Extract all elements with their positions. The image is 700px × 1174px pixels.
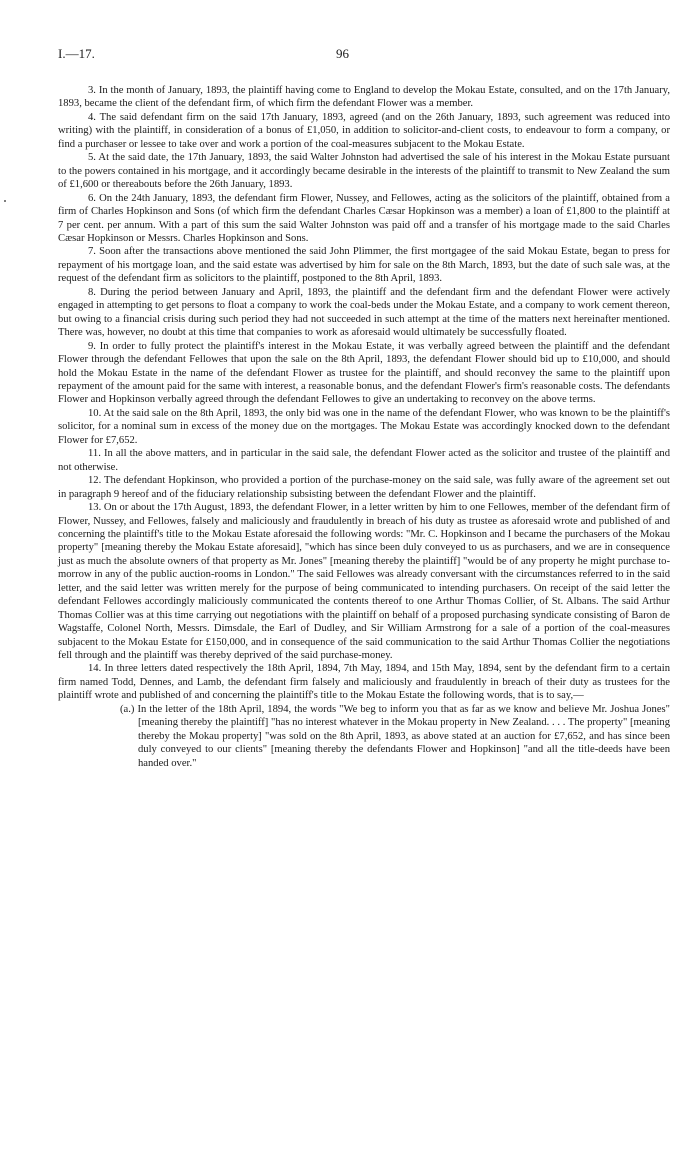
paragraph-9: 9. In order to fully protect the plaintiff's interest in the Mokau Estate, it was verbally agreed between the plaintiff and the defendant Flower through the defendant Fellowes that upon the sale on the 8th April, 1893, the defendant Flower should bid up to £10,000, and should hold the Mokau Estate in the name of the defendant Flower as trustee for the plaintiff, and should reconvey the same to the plaintiff upon repayment of the amount paid for the same with interest, a reasonable bonus, and the defendant Flower's firm's reasonable costs. The defendants Flower and Hopkinson verbally agreed through the defendant Fellowes to give an undertaking to reconvey on the above terms. bbox=[58, 340, 670, 406]
paragraph-11: 11. In all the above matters, and in particular in the said sale, the defendant Flower acted as the solicitor and trustee of the plaintiff and not otherwise. bbox=[58, 448, 670, 473]
paragraph-3: 3. In the month of January, 1893, the plaintiff having come to England to develop the Mokau Estate, consulted, and on the 17th January, 1893, became the client of the defendant firm, of which firm the defendant Flower was a member. bbox=[58, 85, 670, 110]
paragraph-10: 10. At the said sale on the 8th April, 1893, the only bid was one in the name of the defendant Flower, who was known to be the plaintiff's solicitor, for a nominal sum in excess of the money due on the mortgages. The Mokau Estate was accordingly knocked down to the defendant Flower for £7,652. bbox=[58, 407, 670, 446]
paragraph-4: 4. The said defendant firm on the said 17th January, 1893, agreed (and on the 26th January, 1893, such agreement was reduced into writing) with the plaintiff, in consideration of a bonus of £1,050, in addition to solicitor-and-client costs, to endeavour to form a company, or find a purchaser or lessee to take over and work a portion of the coal-measures subjacent to the Mokau Estate. bbox=[58, 111, 670, 150]
margin-mark bbox=[4, 200, 6, 202]
paragraph-6: 6. On the 24th January, 1893, the defendant firm Flower, Nussey, and Fellowes, acting as the solicitors of the plaintiff, obtained from a firm of Charles Hopkinson and Sons (of which firm the defendant Charles Cæsar Hopkinson was a member) a loan of £1,800 to the plaintiff at 7 per cent. per annum. With a part of this sum the said Walter Johnston was paid off and a transfer of his mortgage made to the said Charles Cæsar Hopkinson or Messrs. Charles Hopkinson and Sons. bbox=[58, 192, 670, 244]
subparagraph-a: (a.) In the letter of the 18th April, 1894, the words "We beg to inform you that as far as we know and believe Mr. Joshua Jones" [meaning thereby the plaintiff] "has no interest whatever in the Mokau property in New Zealand. . . . The property" [meaning thereby the Mokau property] "was sold on the 8th April, 1893, as above stated at an auction for £7,652, and has since been duly conveyed to our clients" [meaning thereby the defendants Flower and Hopkinson] "and all the title-deeds have been handed over." bbox=[120, 703, 670, 769]
page-number: 96 bbox=[336, 46, 349, 61]
paragraph-12: 12. The defendant Hopkinson, who provided a portion of the purchase-money on the said sale, was fully aware of the agreement set out in paragraph 9 hereof and of the fiduciary relationship subsisting between the defendant Flower and the plaintiff. bbox=[58, 475, 670, 500]
paragraph-8: 8. During the period between January and April, 1893, the plaintiff and the defendant firm and the defendant Flower were actively engaged in attempting to get persons to float a company to work the coal-beds under the Mokau Estate, and a company to work cement thereon, but owing to a financial crisis during such period they had not succeeded in such attempt at the time of the matters next hereinafter mentioned. There was, however, no doubt at this time that companies to work as aforesaid would ultimately be successfully floated. bbox=[58, 286, 670, 339]
document-reference: I.—17. bbox=[58, 46, 95, 61]
paragraph-5: 5. At the said date, the 17th January, 1893, the said Walter Johnston had advertised the sale of his interest in the Mokau Estate pursuant to the powers contained in his mortgage, and it accordingly became desirable in the interests of the plaintiff to transmit to New Zealand the sum of £1,600 or thereabouts before the 26th January, 1893. bbox=[58, 152, 670, 191]
document-body bbox=[58, 84, 670, 770]
page-header bbox=[58, 46, 670, 66]
paragraph-13: 13. On or about the 17th August, 1893, the defendant Flower, in a letter written by him to one Fellowes, member of the defendant firm of Flower, Nussey, and Fellowes, falsely and maliciously and fraudulently in breach of his duty as trustee as aforesaid wrote and published of and concerning the plaintiff's title to the Mokau Estate aforesaid the following words: "Mr. C. Hopkinson and I became the purchasers of the Mokau property" [meaning thereby the Mokau Estate aforesaid], "which has since been duly conveyed to us as purchasers, and we are in consequence just as much the absolute owners of that property as Mr. Jones" [meaning thereby the plaintiff] "would be of any property he might purchase to-morrow in any of the public auction-rooms in London." The said Fellowes was already conversant with the circumstances referred to in the said letter, and the said letter was written merely for the purpose of being communicated to intending purchasers. On receipt of the said letter the defendant Fellowes accordingly maliciously communicated the contents thereof to one Arthur Thomas Collier, of St. Albans. The said Arthur Thomas Collier was at this time carrying out negotiations with the plaintiff on behalf of a proposed purchasing syndicate consisting of Baron de Wagstaffe, Colonel North, Messrs. Dimsdale, the Earl of Dudley, and Sir William Armstrong for a sale of a portion of the coal-measures subjacent to the Mokau Estate for £150,000, and in consequence of the said communication to the said Arthur Thomas Collier the negotiations fell through and the plaintiff was thereby deprived of the said purchase-money. bbox=[58, 502, 670, 662]
paragraph-14: 14. In three letters dated respectively the 18th April, 1894, 7th May, 1894, and 15th May, 1894, sent by the defendant firm to a certain firm named Todd, Dennes, and Lamb, the defendant firm falsely and maliciously and fraudulently in breach of their duty as trustees for the plaintiff wrote and published of and concerning the plaintiff's title to the Mokau Estate the following words, that is to say,— bbox=[58, 663, 670, 702]
paragraph-7: 7. Soon after the transactions above mentioned the said John Plimmer, the first mortgagee of the said Mokau Estate, began to press for repayment of his mortgage loan, and the said estate was advertised by him for sale on the 8th March, 1893, but the date of such sale was, at the request of the defendant firm as solicitors to the plaintiff, postponed to the 8th April, 1893. bbox=[58, 246, 670, 285]
